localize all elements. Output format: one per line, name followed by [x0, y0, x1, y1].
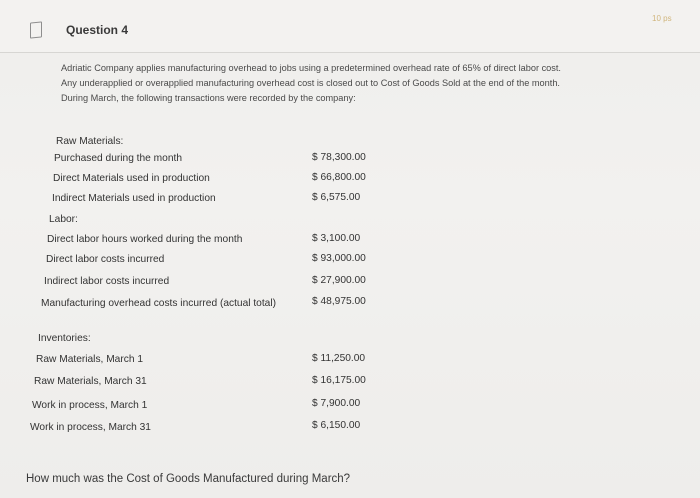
data-row-value: $ 48,975.00	[312, 296, 366, 307]
data-row-label: Purchased during the month	[54, 153, 182, 164]
question-intro	[61, 61, 691, 106]
points-label: 10 ps	[652, 14, 672, 23]
data-row-label: Raw Materials, March 1	[36, 354, 143, 365]
data-row-value: $ 16,175.00	[312, 375, 366, 386]
data-row-value: $ 6,150.00	[312, 420, 361, 431]
data-row-label: Indirect Materials used in production	[52, 193, 216, 204]
inventories-heading: Inventories:	[38, 333, 91, 344]
data-row-label: Work in process, March 31	[30, 422, 151, 433]
data-row-value: $ 7,900.00	[312, 398, 361, 409]
data-row-value: $ 78,300.00	[312, 152, 366, 163]
question-header	[0, 0, 700, 53]
intro-line: Adriatic Company applies manufacturing overhead to jobs using a predetermined overhead rate of 65% of direct labor cost.	[61, 63, 561, 73]
data-row-label: Direct labor costs incurred	[46, 254, 165, 265]
raw-materials-heading: Raw Materials:	[56, 136, 124, 147]
data-row-label: Direct labor hours worked during the month	[47, 234, 243, 245]
data-row-value: $ 3,100.00	[312, 233, 361, 244]
data-row-label: Work in process, March 1	[32, 400, 148, 411]
labor-heading: Labor:	[49, 214, 78, 225]
flag-icon[interactable]	[30, 21, 42, 38]
data-row-label: Raw Materials, March 31	[34, 376, 147, 387]
data-row-label: Manufacturing overhead costs incurred (actual total)	[41, 298, 276, 309]
data-row-label: Indirect labor costs incurred	[44, 276, 170, 287]
intro-line: During March, the following transactions were recorded by the company:	[61, 93, 356, 103]
question-prompt: How much was the Cost of Goods Manufactured during March?	[26, 473, 351, 485]
intro-line: Any underapplied or overapplied manufacturing overhead cost is closed out to Cost of Goods Sold at the end of the month.	[61, 78, 560, 88]
data-row-value: $ 27,900.00	[312, 275, 366, 286]
question-title: Question 4	[66, 23, 129, 37]
data-row-value: $ 93,000.00	[312, 253, 366, 264]
data-row-value: $ 11,250.00	[312, 353, 366, 364]
data-row-label: Direct Materials used in production	[53, 173, 210, 184]
data-row-value: $ 6,575.00	[312, 192, 361, 203]
data-row-value: $ 66,800.00	[312, 172, 366, 183]
